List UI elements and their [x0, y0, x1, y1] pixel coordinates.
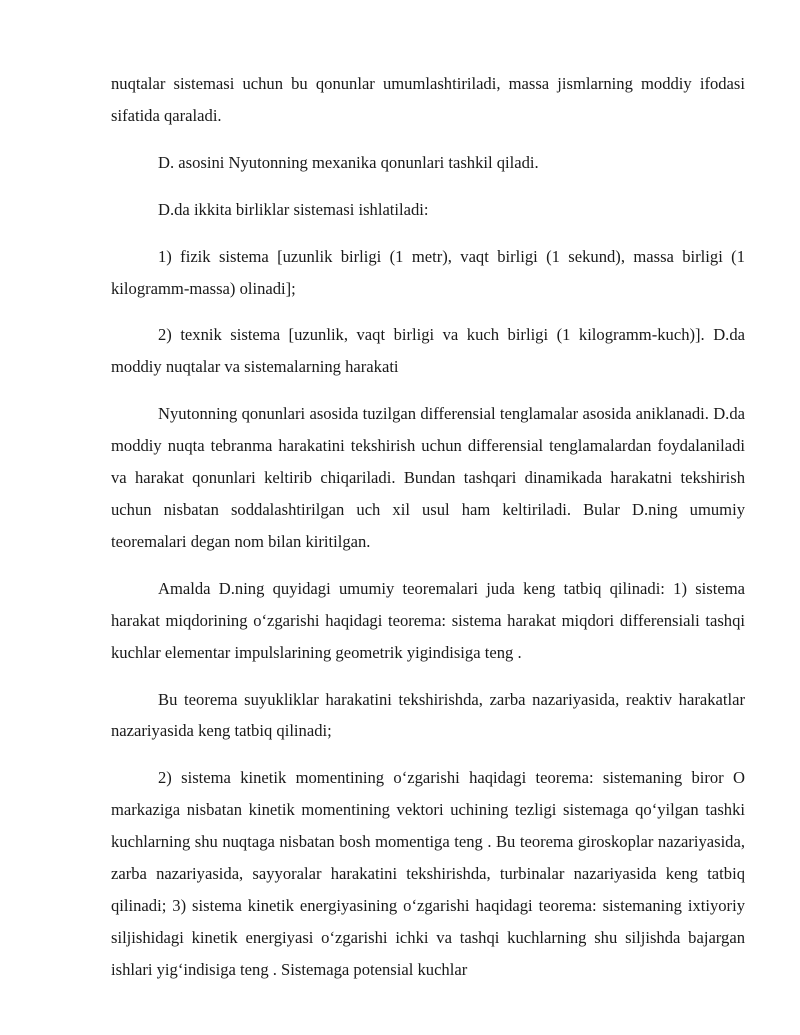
paragraph-2: D. asosini Nyutonning mexanika qonunlari tashkil qiladi. — [158, 152, 539, 172]
paragraph-3: D.da ikkita birliklar sistemasi ishlatiladi: — [158, 199, 429, 219]
paragraph-5: 2) texnik sistema [uzunlik, vaqt birligi va kuch birligi (1 kilogramm-kuch)]. D.da moddiy nuqtalar va sistemalarning harakati — [111, 325, 745, 377]
paragraph-9: 2) sistema kinetik momentining o‘zgarishi haqidagi teorema: sistemaning biror O markaziga nisbatan kinetik momentining vektori uchining tezligi sistemaga qo‘yilgan tashki kuchlarning shu nuqtaga nisbatan bosh momentiga teng . Bu teorema giroskoplar nazariyasida, zarba nazariyasida, sayyoralar harakatini tekshirishda, turbinalar nazariyasida keng tatbiq qilinadi; 3) sistema kinetik energiyasining o‘zgarishi haqidagi teorema: sistemaning ixtiyoriy siljishidagi kinetik energiyasi o‘zgarishi ichki va tashqi kuchlarning shu siljishda bajargan ishlari yig‘indisiga teng . Sistemaga potensial kuchlar — [111, 768, 745, 979]
paragraph-4: 1) fizik sistema [uzunlik birligi (1 metr), vaqt birligi (1 sekund), massa birligi (1 kilogramm-massa) olinadi]; — [111, 246, 745, 298]
paragraph-1: nuqtalar sistemasi uchun bu qonunlar umumlashtiriladi, massa jismlarning moddiy ifodasi sifatida qaraladi. — [111, 74, 745, 125]
paragraph-6: Nyutonning qonunlari asosida tuzilgan differensial tenglamalar asosida aniklanadi. D.da moddiy nuqta tebranma harakatini tekshirish uchun differensial tenglamalardan foydalaniladi va harakat qonunlari keltirib chiqariladi. Bundan tashqari dinamikada harakatni tekshirish uchun nisbatan soddalashtirilgan uch xil usul ham keltiriladi. Bular D.ning umumiy teoremalari degan nom bilan kiritilgan. — [111, 404, 745, 551]
paragraph-7: Amalda D.ning quyidagi umumiy teoremalari juda keng tatbiq qilinadi: 1) sistema harakat miqdorining o‘zgarishi haqidagi teorema: sistema harakat miqdori differensiali tashqi kuchlar elementar impulslarining geometrik yigindisiga teng . — [111, 578, 745, 662]
paragraph-8: Bu teorema suyukliklar harakatini tekshirishda, zarba nazariyasida, reaktiv harakatlar nazariyasida keng tatbiq qilinadi; — [111, 689, 745, 741]
document-page — [111, 68, 745, 1001]
